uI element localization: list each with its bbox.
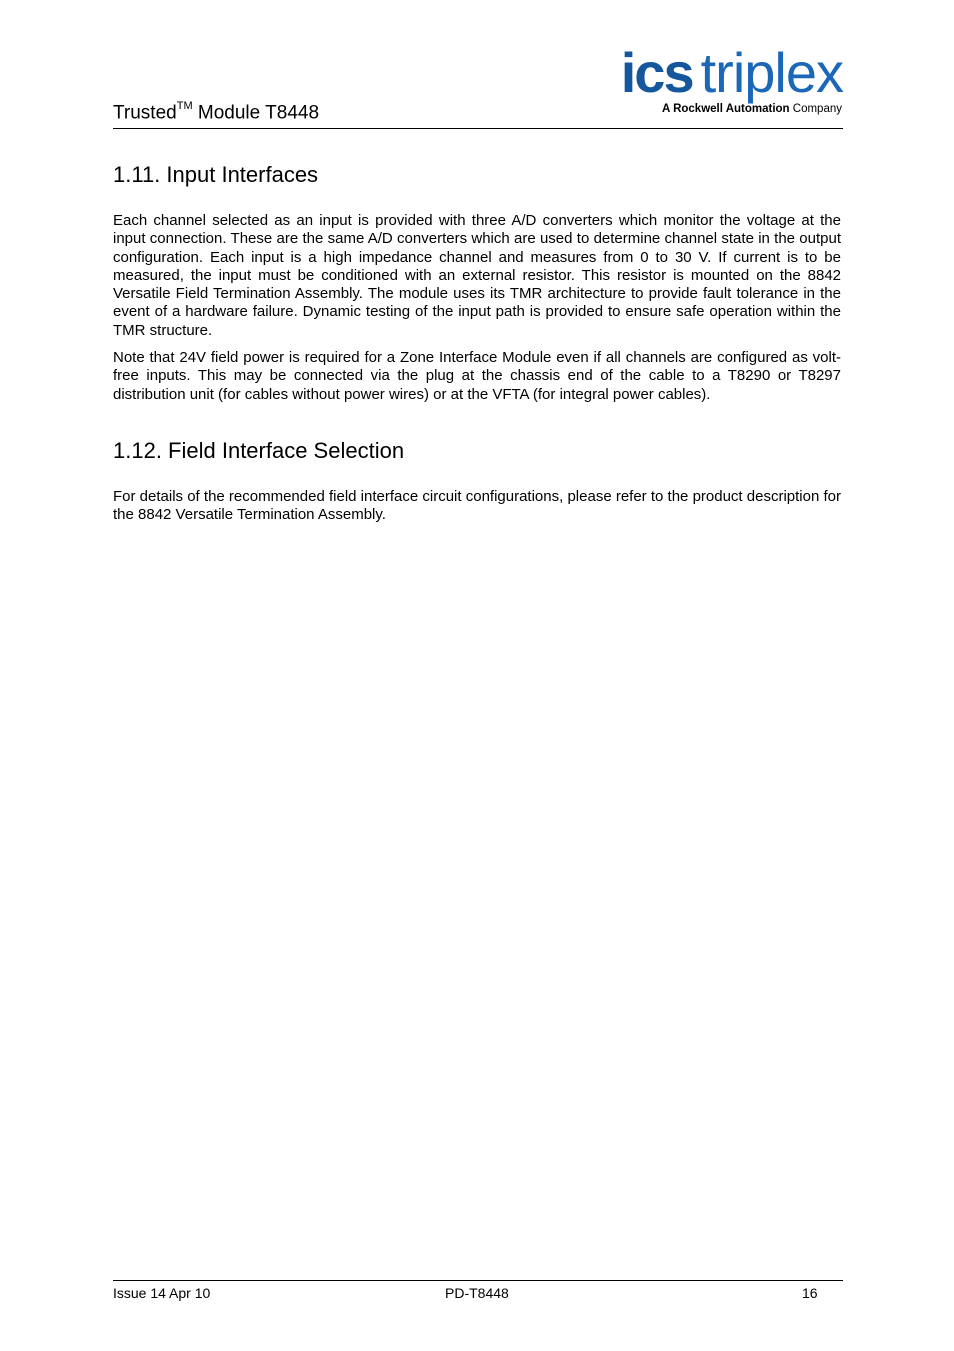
paragraph-input-channels: Each channel selected as an input is provided with three A/D converters which monitor the voltage at the input connection. These are the same A/D converters which are used to determine channel state in the output configuration. Each input is a high impedance channel and measures from 0 to 30 V. If current is to be measured, the input must be conditioned with an external resistor. This resistor is mounted on the 8842 Versatile Field Termination Assembly. The module uses its TMR architecture to provide fault tolerance in the event of a hardware failure. Dynamic testing of the input path is provided to ensure safe operation within the TMR structure. [113, 212, 841, 339]
paragraph-field-power-note: Note that 24V field power is required for a Zone Interface Module even if all channels are configured as volt-free inputs. This may be connected via the plug at the chassis end of the cable to a T8290 or T8297 distribution unit (for cables without power wires) or at the VFTA (for integral power cables). [113, 349, 841, 403]
page-footer [113, 1280, 843, 1307]
trademark-sup: TM [176, 99, 193, 112]
ics-triplex-logo-icon [611, 40, 843, 120]
section-heading-input-interfaces: 1.11. Input Interfaces [113, 162, 319, 187]
footer-page-number: 16 [802, 1285, 818, 1301]
header-title: Trusted™ Module T8448 [113, 99, 320, 123]
section-heading-field-interface-selection: 1.12. Field Interface Selection [113, 438, 405, 463]
footer-doc-id: PD-T8448 [445, 1285, 509, 1301]
paragraph-field-interface-details: For details of the recommended field interface circuit configurations, please refer to the product description for the 8842 Versatile Termination Assembly. [113, 488, 841, 524]
logo-tagline: A Rockwell Automation Company [662, 103, 842, 115]
logo-wordmark: ics triplex [620, 41, 843, 104]
footer-issue: Issue 14 Apr 10 [113, 1285, 211, 1301]
page-header [113, 40, 843, 129]
